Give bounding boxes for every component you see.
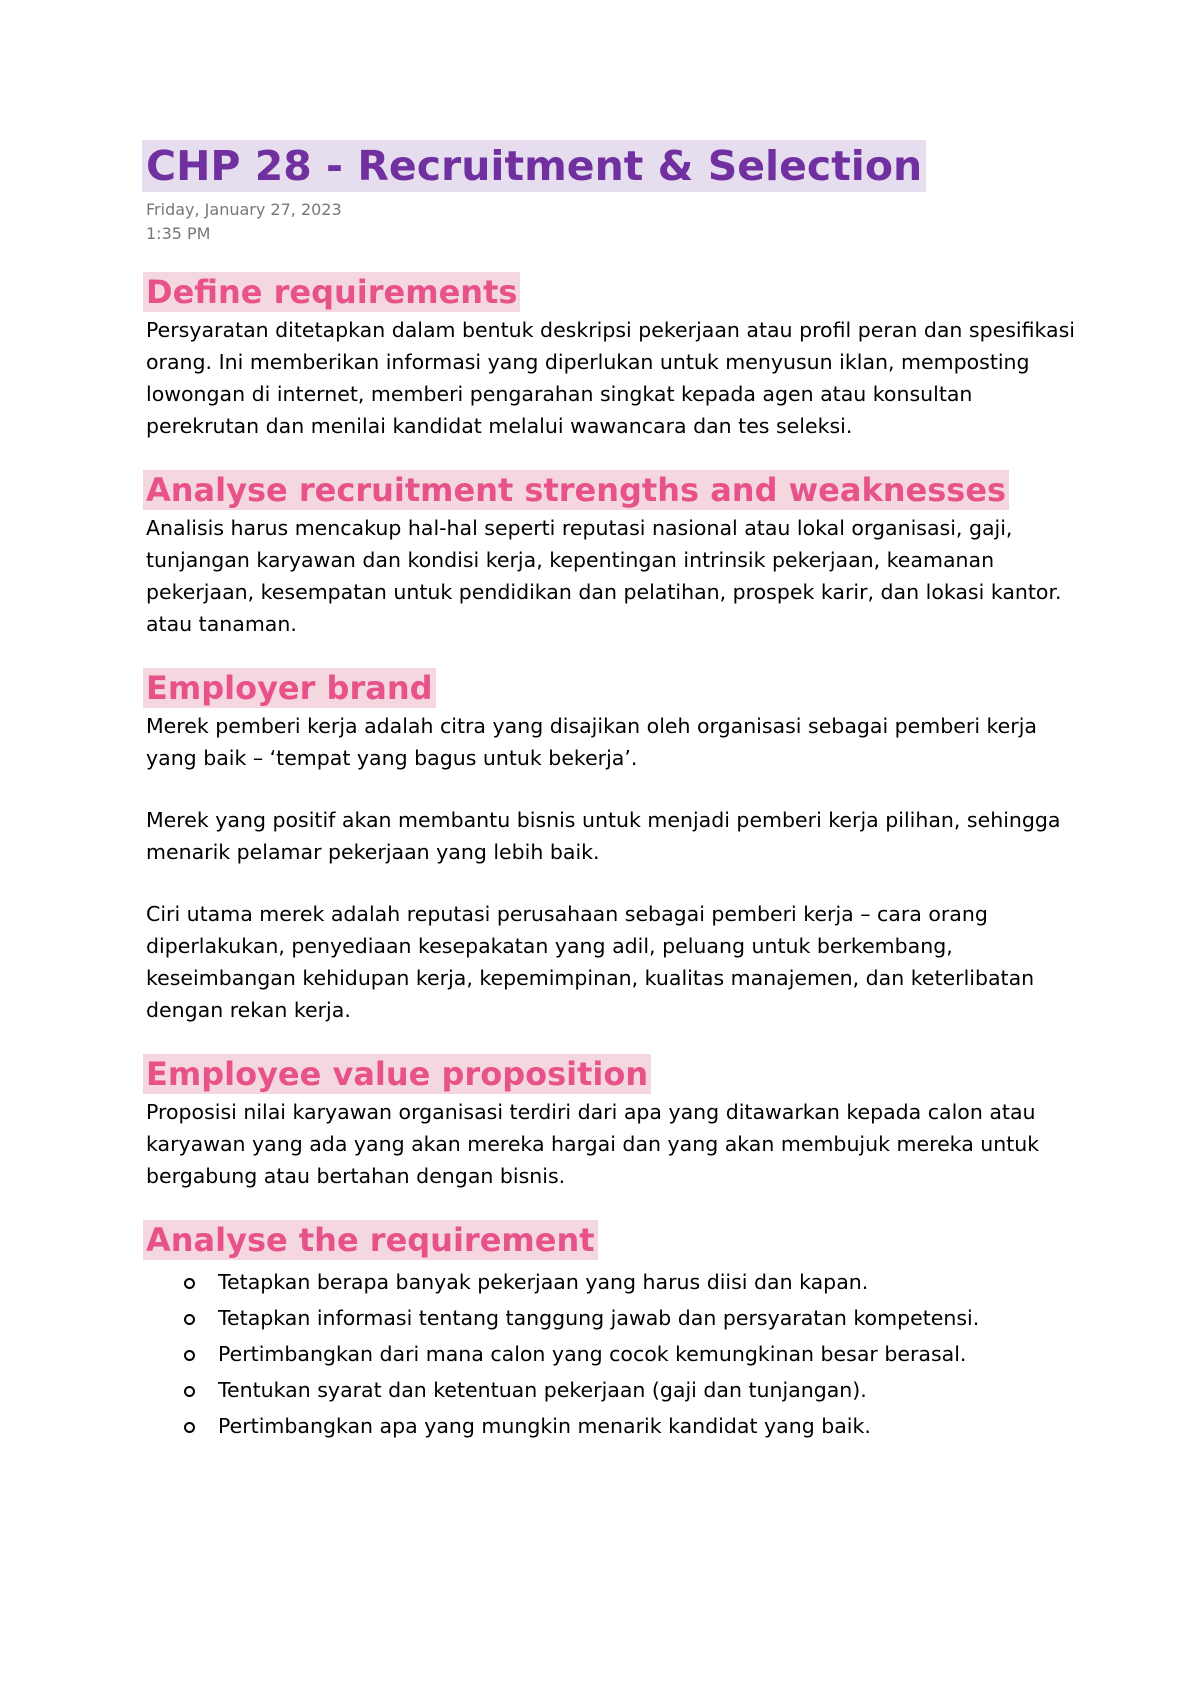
section-paragraph: Merek pemberi kerja adalah citra yang disajikan oleh organisasi sebagai pemberi kerja yang baik – ‘tempat yang bagus untuk bekerja’. — [146, 714, 1037, 770]
bullet-item — [146, 1300, 1076, 1336]
section-heading: Employer brand — [143, 668, 436, 708]
section-paragraph: Merek yang positif akan membantu bisnis untuk menjadi pemberi kerja pilihan, sehingga menarik pelamar pekerjaan yang lebih baik. — [146, 808, 1061, 864]
document-date: Friday, January 27, 2023 — [146, 200, 342, 219]
bullet-item — [146, 1336, 1076, 1372]
section-heading: Analyse recruitment strengths and weaknesses — [143, 470, 1009, 510]
bullet-text: Pertimbangkan apa yang mungkin menarik kandidat yang baik. — [218, 1414, 871, 1438]
section-heading: Define requirements — [143, 272, 520, 312]
section-heading: Employee value proposition — [143, 1054, 651, 1094]
hollow-circle-bullet-icon — [184, 1422, 195, 1433]
document-time: 1:35 PM — [146, 224, 211, 243]
section-define-requirements — [146, 272, 1076, 442]
bullet-item — [146, 1372, 1076, 1408]
bullet-item — [146, 1408, 1076, 1444]
document-metadata — [146, 198, 1076, 246]
bullet-text: Tetapkan informasi tentang tanggung jawab dan persyaratan kompetensi. — [218, 1306, 980, 1330]
section-employer-brand — [146, 668, 1076, 1026]
section-paragraph: Proposisi nilai karyawan organisasi terdiri dari apa yang ditawarkan kepada calon atau karyawan yang ada yang akan mereka hargai dan yang akan membujuk mereka untuk bergabung atau bertahan dengan bisnis. — [146, 1100, 1040, 1188]
page-title: CHP 28 - Recruitment & Selection — [142, 140, 926, 192]
section-paragraph: Analisis harus mencakup hal-hal seperti reputasi nasional atau lokal organisasi, gaji, tunjangan karyawan dan kondisi kerja, kepentingan intrinsik pekerjaan, keamanan pekerjaan, kesempatan untuk pendidikan dan pelatihan, prospek karir, dan lokasi kantor. atau tanaman. — [146, 516, 1062, 636]
section-paragraph: Ciri utama merek adalah reputasi perusahaan sebagai pemberi kerja – cara orang diperlakukan, penyediaan kesepakatan yang adil, peluang untuk berkembang, keseimbangan kehidupan kerja, kepemimpinan, kualitas manajemen, dan keterlibatan dengan rekan kerja. — [146, 902, 1035, 1022]
hollow-circle-bullet-icon — [184, 1350, 195, 1361]
hollow-circle-bullet-icon — [184, 1278, 195, 1289]
hollow-circle-bullet-icon — [184, 1314, 195, 1325]
section-analyse-the-requirement — [146, 1220, 1076, 1444]
section-paragraph: Persyaratan ditetapkan dalam bentuk deskripsi pekerjaan atau profil peran dan spesifikasi orang. Ini memberikan informasi yang diperlukan untuk menyusun iklan, memposting lowongan di internet, memberi pengarahan singkat kepada agen atau konsultan perekrutan dan menilai kandidat melalui wawancara dan tes seleksi. — [146, 318, 1075, 438]
document-page — [146, 140, 1076, 1444]
bullet-text: Tentukan syarat dan ketentuan pekerjaan (gaji dan tunjangan). — [218, 1378, 867, 1402]
bullet-item — [146, 1264, 1076, 1300]
section-employee-value-proposition — [146, 1054, 1076, 1192]
requirement-bullet-list — [146, 1264, 1076, 1444]
bullet-text: Tetapkan berapa banyak pekerjaan yang harus diisi dan kapan. — [218, 1270, 869, 1294]
section-heading: Analyse the requirement — [143, 1220, 598, 1260]
section-analyse-strengths-weaknesses — [146, 470, 1076, 640]
hollow-circle-bullet-icon — [184, 1386, 195, 1397]
bullet-text: Pertimbangkan dari mana calon yang cocok kemungkinan besar berasal. — [218, 1342, 967, 1366]
